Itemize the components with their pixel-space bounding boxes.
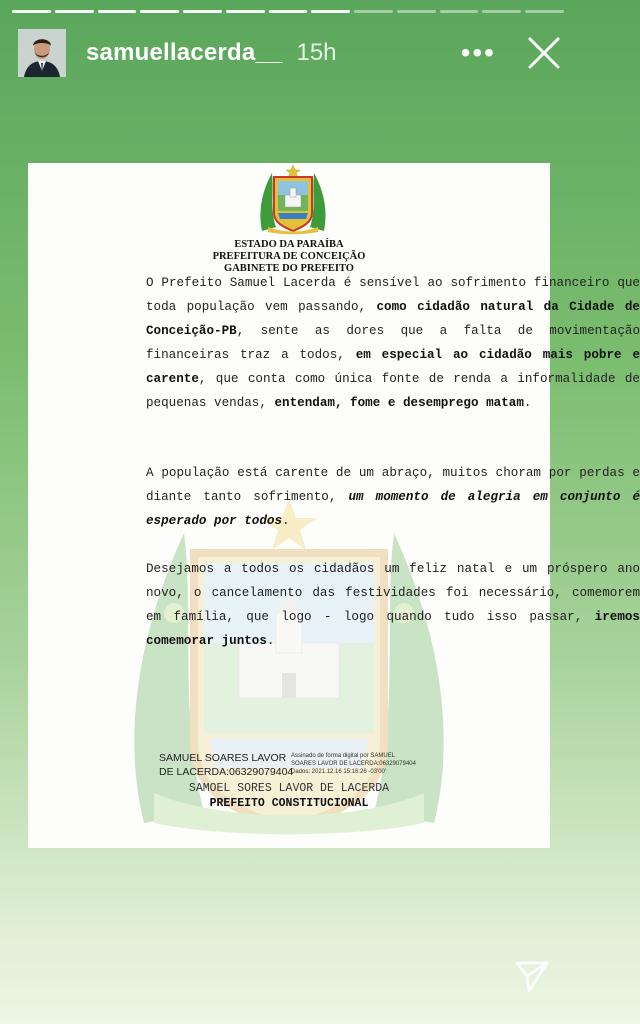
p1-bold-2: em especial ao cidadão mais pobre e carente — [146, 348, 640, 386]
coat-of-arms-logo — [258, 165, 328, 235]
p2-text-1: A população está carente de um abraço, muitos choram por perdas e diante tanto sofrimento, — [146, 466, 640, 504]
signatory-block — [28, 781, 550, 811]
signature-name-line-1: SAMUEL SOARES LAVOR — [159, 752, 287, 764]
signature-note-line-3: Dados: 2021.12.16 15:16:26 -03'00' — [291, 769, 387, 775]
post-time: 15h — [296, 39, 337, 66]
p1-bold-1: como cidadão natural da Cidade de Conceição-PB — [146, 300, 640, 338]
p1-text-2: , sente as dores que a falta de movimentação financeiras traz a todos, — [146, 324, 640, 362]
paragraph-3 — [48, 557, 640, 653]
signature-note-line-1: Assinado de forma digital por SAMUEL — [291, 753, 396, 759]
progress-segment — [183, 10, 222, 13]
heading-office: GABINETE DO PREFEITO — [224, 263, 354, 274]
progress-segment — [140, 10, 179, 13]
p3-text-1: Desejamos a todos os cidadãos um feliz natal e um próspero ano novo, o cancelamento das festividades foi necessário, comemorem em família, que logo - logo quando tudo isso passar, — [146, 562, 640, 624]
signature-name — [159, 751, 299, 779]
username[interactable]: samuellacerda__ — [86, 39, 283, 66]
signatory-title: PREFEITO CONSTITUCIONAL — [209, 797, 369, 810]
p1-text-4: . — [523, 396, 532, 410]
progress-segment — [12, 10, 51, 13]
document-heading — [28, 239, 550, 275]
progress-segment — [311, 10, 350, 13]
more-options-icon[interactable]: ••• — [460, 37, 496, 68]
progress-segment — [440, 10, 479, 13]
progress-segment — [397, 10, 436, 13]
signature-note — [291, 752, 441, 776]
close-icon[interactable] — [526, 35, 562, 71]
send-icon[interactable] — [514, 958, 550, 994]
paragraph-2 — [48, 461, 640, 533]
p2-bold-italic-1: um momento de alegria em conjunto é esperado por todos — [146, 490, 640, 528]
p1-bold-3: entendam, fome e desemprego matam — [274, 396, 524, 410]
signature-note-line-2: SOARES LAVOR DE LACERDA:06329079404 — [291, 761, 416, 767]
p1-text-1: O Prefeito Samuel Lacerda é sensível ao sofrimento financeiro que toda população vem passando, — [146, 276, 640, 314]
signature-name-line-2: DE LACERDA:06329079404 — [159, 766, 294, 778]
p1-text-3: , que conta como única fonte de renda a informalidade de pequenas vendas, — [146, 372, 640, 410]
avatar[interactable] — [18, 29, 66, 77]
progress-segment — [55, 10, 94, 13]
signatory-name: SAMOEL SORES LAVOR DE LACERDA — [188, 782, 390, 795]
progress-segment — [226, 10, 265, 13]
progress-segment — [482, 10, 521, 13]
story-progress-bar — [12, 10, 564, 13]
story-header — [18, 28, 562, 78]
progress-segment — [269, 10, 308, 13]
progress-segment — [354, 10, 393, 13]
decree-document — [28, 163, 640, 848]
p2-text-2: . — [282, 514, 290, 528]
heading-state: ESTADO DA PARAÍBA — [234, 239, 344, 250]
paragraph-1 — [48, 271, 640, 415]
heading-city-hall: PREFEITURA DE CONCEIÇÃO — [212, 251, 366, 262]
progress-segment — [525, 10, 564, 13]
p3-bold-1: iremos comemorar juntos — [146, 610, 640, 648]
p3-text-2: . — [266, 634, 275, 648]
progress-segment — [98, 10, 137, 13]
